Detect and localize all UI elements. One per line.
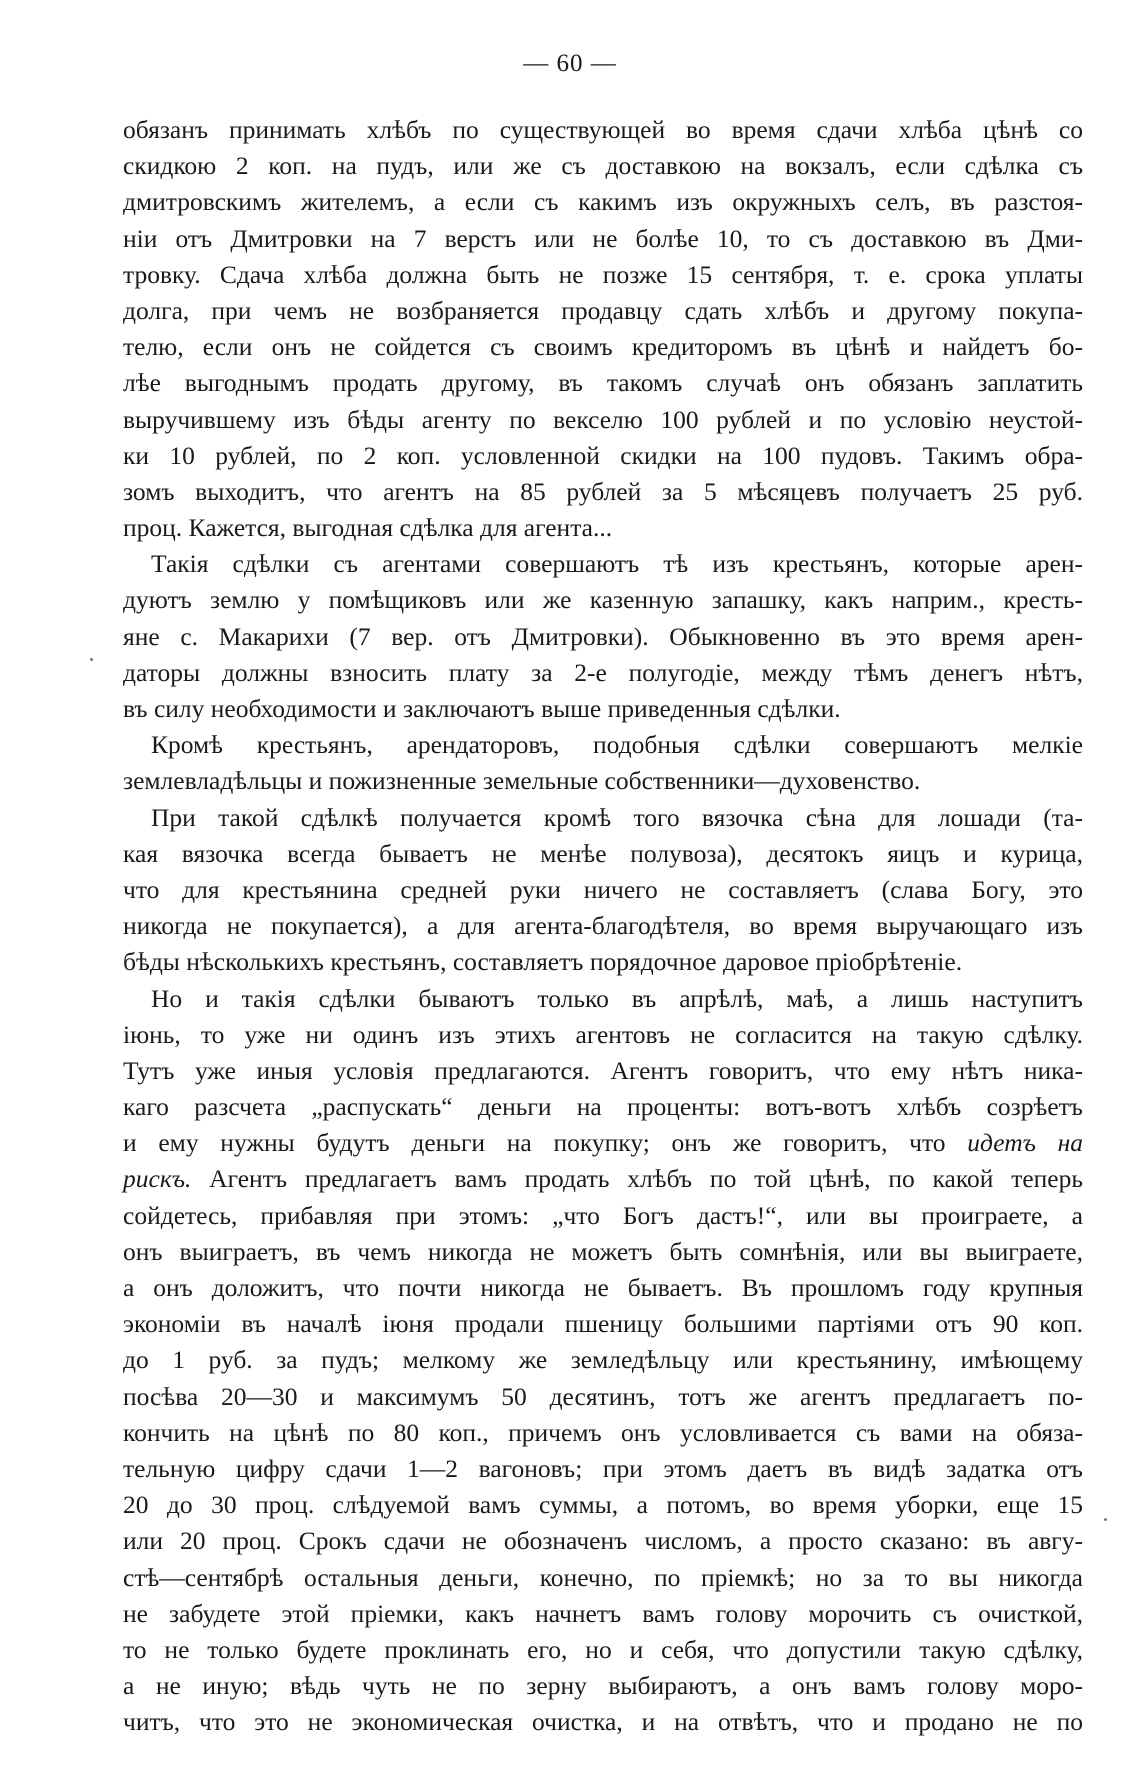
paragraph-1 [123,112,1083,546]
text-line: стѣ—сентябрѣ остальныя деньги, конечно, по пріемкѣ; но за то вы никогда [123,1562,1083,1592]
text-line: сойдетесь, прибавляя при этомъ: „что Богъ дастъ!“, или вы проиграете, а [123,1200,1083,1230]
text-line: а онъ доложитъ, что почти никогда не бываетъ. Въ прошломъ году крупныя [123,1273,1083,1302]
scan-speck [1104,1518,1107,1521]
text-line: онъ выиграетъ, въ чемъ никогда не можетъ быть сомнѣнія, или вы выиграете, [123,1236,1083,1266]
text-line: никогда не покупается), а для агента-благодѣтеля, во время выручающаго изъ [123,911,1083,941]
text-line: читъ, что это не экономическая очистка, и на отвѣтъ, что и продано не по [123,1707,1083,1737]
text-line: въ силу необходимости и заключаютъ выше приведенныя сдѣлки. [123,694,841,723]
text-line: долга, при чемъ не возбраняется продавцу сдать хлѣбъ и другому покупа- [123,295,1083,325]
body-text [123,112,1083,1740]
text-line: выручившему изъ бѣды агенту по векселю 100 рублей и по условію неустой- [123,404,1083,434]
text-line: ніи отъ Дмитровки на 7 верстъ или не болѣе 10, то съ доставкою въ Дми- [123,223,1083,253]
text-line: ки 10 рублей, по 2 коп. условленной скидки на 100 пудовъ. Такимъ обра- [123,440,1083,470]
text-line: бѣды нѣсколькихъ крестьянъ, составляетъ порядочное даровое пріобрѣтеніе. [123,947,963,977]
italic-phrase: рискъ. [123,1164,192,1194]
text-line: кончить на цѣнѣ по 80 коп., причемъ онъ условливается съ вами на обяза- [123,1417,1083,1447]
paragraph-3 [123,727,1083,799]
text-line: а не иную; вѣдь чуть не по зерну выбираютъ, а онъ вамъ голову моро- [123,1671,1083,1701]
text-segment: Агентъ предлагаетъ вамъ продать хлѣбъ по той цѣнѣ, по какой теперь [191,1164,1083,1194]
text-line: экономіи въ началѣ іюня продали пшеницу большими партіями отъ 90 коп. [123,1309,1083,1339]
text-line: что для крестьянина средней руки ничего не составляетъ (слава Богу, это [123,874,1083,904]
text-line: или 20 проц. Срокъ сдачи не обозначенъ числомъ, а просто сказано: въ авгу- [123,1526,1083,1556]
text-line: до 1 руб. за пудъ; мелкому же земледѣльцу или крестьянину, имѣющему [123,1345,1083,1375]
text-line: яне с. Макарихи (7 вер. отъ Дмитровки). Обыкновенно въ это время арен- [123,621,1083,651]
text-line: іюнь, то уже ни одинъ изъ этихъ агентовъ не согласится на такую сдѣлку. [123,1019,1083,1049]
paragraph-4 [123,800,1083,981]
text-line: телю, если онъ не сойдется съ своимъ кредиторомъ въ цѣнѣ и найдетъ бо- [123,332,1083,362]
text-line: лѣе выгоднымъ продать другому, въ такомъ случаѣ онъ обязанъ заплатить [123,368,1083,398]
text-line: обязанъ принимать хлѣбъ по существующей во время сдачи хлѣба цѣнѣ со [123,115,1083,144]
text-line: Кромѣ крестьянъ, арендаторовъ, подобныя сдѣлки совершаютъ мелкіе [151,730,1083,760]
text-line: каго разсчета „распускать“ деньги на проценты: вотъ-вотъ хлѣбъ созрѣетъ [123,1092,1083,1122]
text-line: зомъ выходитъ, что агентъ на 85 рублей за 5 мѣсяцевъ получаетъ 25 руб. [123,476,1083,506]
paragraph-2 [123,546,1083,727]
italic-phrase: идетъ на [967,1128,1083,1158]
page-number: — 60 — [523,50,617,77]
text-line: проц. Кажется, выгодная сдѣлка для агента... [123,513,613,543]
text-line: 20 до 30 проц. слѣдуемой вамъ суммы, а потомъ, во время уборки, еще 15 [123,1490,1083,1520]
text-line: кая вязочка всегда бываетъ не менѣе полувоза), десятокъ яицъ и курица, [123,838,1083,868]
text-segment: и ему нужны будутъ деньги на покупку; онъ же говоритъ, что [123,1128,968,1158]
text-line: тельную цифру сдачи 1—2 вагоновъ; при этомъ даетъ въ видѣ задатка отъ [123,1453,1083,1483]
text-line [123,1161,1083,1197]
text-line: При такой сдѣлкѣ получается кромѣ того вязочка сѣна для лошади (та- [151,802,1083,832]
scan-speck [90,658,93,661]
text-line: то не только будете проклинать его, но и себя, что допустили такую сдѣлку, [123,1634,1083,1664]
text-line: даторы должны взносить плату за 2-е полугодіе, между тѣмъ денегъ нѣтъ, [123,657,1083,687]
text-line: скидкою 2 коп. на пудъ, или же съ доставкою на вокзалъ, если сдѣлка съ [123,151,1083,181]
paragraph-5 [123,981,1083,1741]
text-line: тровку. Сдача хлѣба должна быть не позже 15 сентября, т. е. срока уплаты [123,259,1083,289]
text-line: дмитровскимъ жителемъ, а если съ какимъ изъ окружныхъ селъ, въ разстоя- [123,187,1083,217]
text-line: Но и такія сдѣлки бываютъ только въ апрѣлѣ, маѣ, а лишь наступитъ [151,983,1083,1013]
text-line [123,1125,1083,1161]
text-line: посѣва 20—30 и максимумъ 50 десятинъ, тотъ же агентъ предлагаетъ по- [123,1381,1083,1411]
text-line: не забудете этой пріемки, какъ начнетъ вамъ голову морочить съ очисткой, [123,1598,1083,1628]
text-line: дуютъ землю у помѣщиковъ или же казенную запашку, какъ наприм., кресть- [123,585,1083,615]
text-line: землевладѣльцы и пожизненные земельные собственники—духовенство. [123,766,921,796]
text-line: Тутъ уже иныя условія предлагаются. Агентъ говоритъ, что ему нѣтъ ника- [123,1055,1083,1085]
text-line: Такія сдѣлки съ агентами совершаютъ тѣ изъ крестьянъ, которые арен- [151,549,1083,579]
